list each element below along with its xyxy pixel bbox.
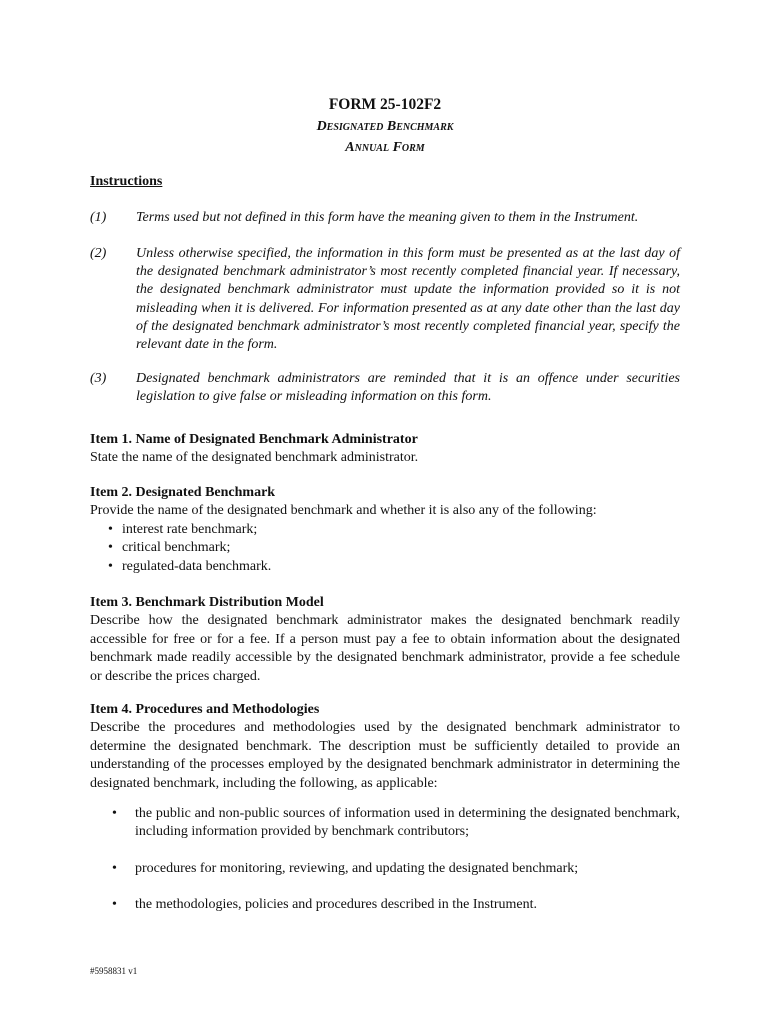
instructions-heading: Instructions xyxy=(90,174,163,189)
item-4-title: Item 4. Procedures and Methodologies xyxy=(90,702,320,717)
list-item: • procedures for monitoring, reviewing, and updating the designated benchmark; xyxy=(90,860,680,878)
item-4-bullet-list xyxy=(90,805,680,915)
instruction-text: Designated benchmark administrators are reminded that it is an offence under securities legislation to give false or misleading information on this form. xyxy=(136,371,680,405)
item-2-section xyxy=(90,484,680,576)
list-item: • interest rate benchmark; xyxy=(90,521,680,539)
instruction-item-2 xyxy=(90,245,680,354)
item-2-title: Item 2. Designated Benchmark xyxy=(90,485,276,500)
instruction-number: (3) xyxy=(90,371,107,386)
item-2-bullet-list xyxy=(90,521,680,576)
item-1-section xyxy=(90,431,680,468)
form-subtitle-line2: Annual Form xyxy=(345,140,425,155)
list-item: • regulated-data benchmark. xyxy=(90,558,680,576)
instruction-item-1 xyxy=(90,209,680,227)
instruction-text: Unless otherwise specified, the information in this form must be presented as at the last day of the designated benchmark administrator’s most recently completed financial year. If necessary, the designated benchmark administrator must update the information provided so it is not misleading when it is delivered. For information presented as at any date other than the last day of the designated benchmark administrator’s most recently completed financial year, specify the relevant date in the form. xyxy=(136,246,680,353)
instruction-number: (1) xyxy=(90,210,107,225)
instruction-text: Terms used but not defined in this form have the meaning given to them in the Instrument. xyxy=(136,210,639,225)
title-block xyxy=(0,94,770,158)
document-id-footer: #5958831 v1 xyxy=(90,966,138,976)
list-item: • the methodologies, policies and procedures described in the Instrument. xyxy=(90,896,680,914)
item-1-title: Item 1. Name of Designated Benchmark Administrator xyxy=(90,432,418,447)
instruction-item-3 xyxy=(90,370,680,406)
form-subtitle-line1: Designated Benchmark xyxy=(316,119,454,134)
item-3-title: Item 3. Benchmark Distribution Model xyxy=(90,595,324,610)
item-4-body: Describe the procedures and methodologies used by the designated benchmark administrator to determine the designated benchmark. The description must be sufficiently detailed to provide an understanding of the processes employed by the designated benchmark administrator in determining the designated benchmark, including the following, as applicable: xyxy=(90,720,680,791)
item-2-body: Provide the name of the designated benchmark and whether it is also any of the following: xyxy=(90,503,597,519)
item-3-section xyxy=(90,594,680,686)
form-title: FORM 25-102F2 xyxy=(328,96,442,113)
item-1-body: State the name of the designated benchmark administrator. xyxy=(90,450,419,466)
item-3-body: Describe how the designated benchmark administrator makes the designated benchmark readily accessible for free or for a fee. If a person must pay a fee to obtain information about the designated benchmark made readily accessible by the designated benchmark administrator, provide a fee schedule or describe the prices charged. xyxy=(90,613,680,684)
list-item: • critical benchmark; xyxy=(90,539,680,557)
item-4-section xyxy=(90,701,680,933)
instruction-number: (2) xyxy=(90,246,107,261)
list-item: • the public and non-public sources of information used in determining the designated benchmark, including information provided by benchmark contributors; xyxy=(90,805,680,842)
